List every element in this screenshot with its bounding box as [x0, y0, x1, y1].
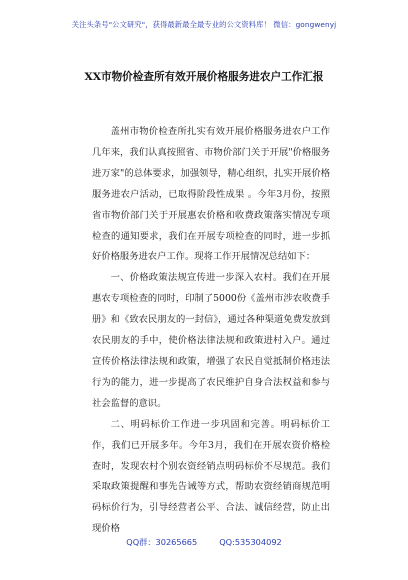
header-banner: 关注头条号"公文研究"，获得最新最全最专业的公文资料库！ 微信：gongwenyj [71, 20, 337, 29]
document-title: XX市物价检查所有效开展价格服务进农户工作汇报 [84, 71, 324, 83]
paragraph-section-2: 二、明码标价工作进一步巩固和完善。明码标价工作，我们已开展多年。今年3月，我们在开展农资价格检查时，发现农村个别农资经销点明码标价不尽规范。我们采取政策提醒和事先告诫等方式，帮助农资经销商规范明码标价行为，引导经营者公平、合法、诚信经营，防止出现价格 [92, 418, 330, 535]
footer-qq-group: QQ群：30265665 [126, 537, 198, 547]
paragraph-section-1: 一、价格政策法规宣传进一步深入农村。我们在开展惠农专项检查的同时，印制了5000份《盖州市涉农收费手册》和《致农民朋友的一封信》，通过各种渠道免费发放到农民朋友的手中，使价格法律法规和政策进村入户。通过宣传价格法律法规和政策，增强了农民自觉抵制价格违法行为的能力，进一步提高了农民维护自身合法权益和参与社会监督的意识。 [92, 272, 330, 409]
footer-banner [0, 537, 408, 548]
footer-qq: QQ:535304092 [219, 537, 282, 547]
document-body [92, 122, 330, 540]
paragraph-intro: 盖州市物价检查所扎实有效开展价格服务进农户工作几年来，我们认真按照省、市物价部门关于开展"价格服务进万家"的总体要求，加强领导，精心组织，扎实开展价格服务进农户活动，已取得阶段性成果 。今年3月份，按照省市物价部门关于开展惠农价格和收费政策落实情况专项检查的通知要求，我们在开展专项检查的同时，进一步抓好价格服务进农户工作。现将工作开展情况总结如下： [92, 126, 330, 263]
